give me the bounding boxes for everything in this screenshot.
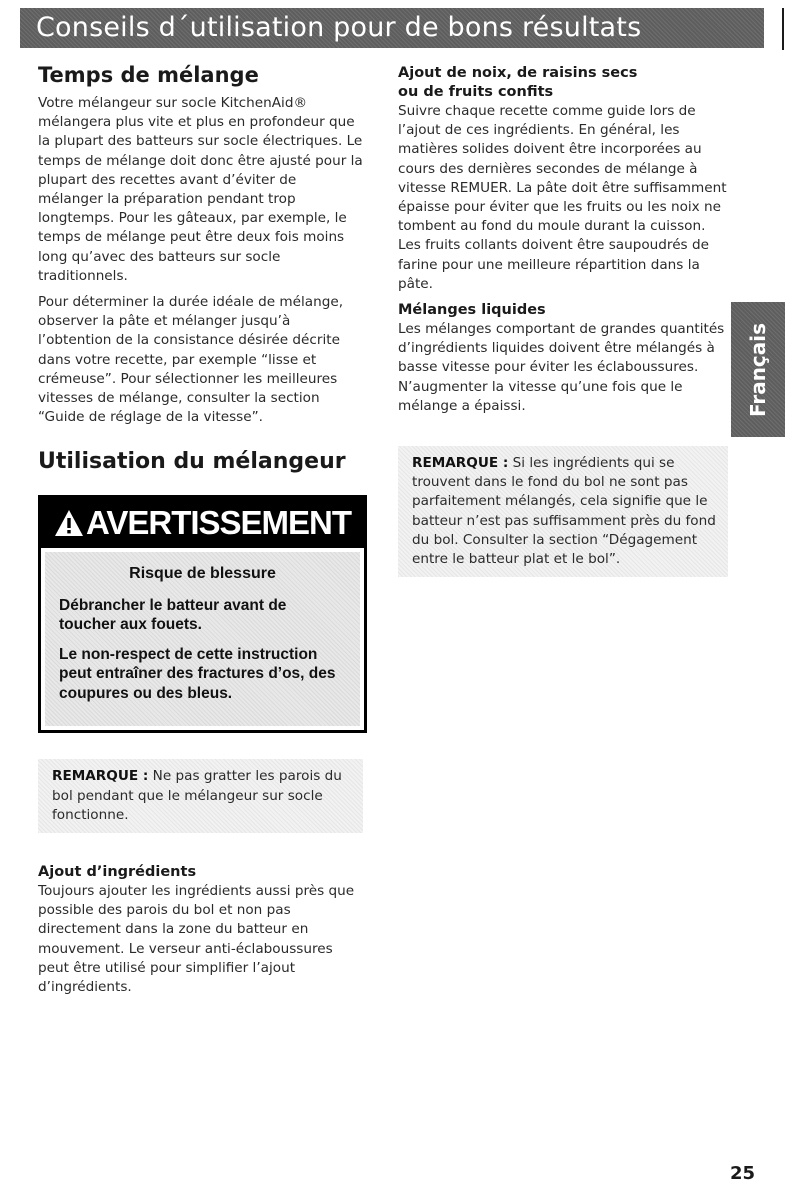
right-column (398, 62, 728, 577)
heading-nuts-line-1: Ajout de noix, de raisins secs (398, 65, 638, 81)
note-text: Ne pas gratter les parois du bol pendant que le mélangeur sur socle fonctionne. (52, 768, 342, 823)
warning-text-1: Débrancher le batteur avant de toucher aux fouets. (59, 596, 287, 634)
paragraph-mixing-time-1: Votre mélangeur sur socle KitchenAid® mélangera plus vite et plus en profondeur que la plupart des batteurs sur socle électriques. Le temps de mélange doit donc être ajusté pour la plupart des recettes avant d’éviter de mélanger la préparation pendant trop longtemps. Pour les gâteaux, par exemple, le temps de mélange peut être deux fois moins long qu’avec des batteurs sur socle traditionnels. (38, 95, 363, 284)
warning-header (41, 498, 364, 548)
page-number: 25 (730, 1163, 756, 1184)
heading-adding-ingredients: Ajout d’ingrédients (38, 864, 197, 881)
warning-risk: Risque de blessure (129, 565, 276, 583)
heading-nuts-line-2: ou de fruits confits (398, 84, 554, 100)
paragraph-adding-ingredients: Toujours ajouter les ingrédients aussi près que possible des parois du bol et non pas directement dans la zone du batteur en mouvement. Le verseur anti-éclaboussures peut être utilisé pour simplifier l’ajout d’ingrédients. (38, 883, 355, 996)
warning-text-2: Le non-respect de cette instruction peut entraîner des fractures d’os, des coupures ou des bleus. (59, 645, 336, 702)
heading-mixing-time: Temps de mélange (38, 63, 259, 87)
heading-liquid-mixes: Mélanges liquides (398, 302, 546, 319)
note-label: REMARQUE : (52, 768, 149, 785)
language-tab-label: Français (746, 322, 770, 417)
note-scraping (38, 759, 363, 833)
page-banner: Conseils d´utilisation pour de bons résultats (20, 8, 764, 48)
edge-rule (782, 8, 784, 50)
heading-use-mixer: Utilisation du mélangeur (38, 449, 346, 475)
paragraph-nuts: Suivre chaque recette comme guide lors de l’ajout de ces ingrédients. En général, les matières solides doivent être incorporées au cours des dernières secondes de mélange à vitesse REMUER. La pâte doit être suffisamment épaisse pour éviter que les fruits ou les noix ne tombent au fond du moule durant la cuisson. Les fruits collants doivent être saupoudrés de farine pour une meilleure répartition dans la pâte. (398, 103, 727, 292)
language-tab (731, 302, 785, 437)
warning-triangle-icon (54, 509, 84, 537)
note-label: REMARQUE : (412, 455, 509, 472)
note-clearance (398, 446, 728, 577)
warning-title: AVERTISSEMENT (85, 504, 352, 542)
warning-body (45, 552, 360, 726)
paragraph-liquid-mixes: Les mélanges comportant de grandes quantités d’ingrédients liquides doivent être mélangés à basse vitesse pour éviter les éclaboussures. N’augmenter la vitesse qu’une fois que le mélange a épaissi. (398, 321, 725, 414)
note-text: Si les ingrédients qui se trouvent dans le fond du bol ne sont pas parfaitement mélangés, cela signifie que le batteur n’est pas suffisamment près du fond du bol. Consulter la section “Dégagement entre le batteur plat et le bol”. (412, 455, 716, 568)
warning-box (38, 495, 367, 733)
paragraph-mixing-time-2: Pour déterminer la durée idéale de mélange, observer la pâte et mélanger jusqu’à l’obtention de la consistance désirée décrite dans votre recette, par exemple “lisse et crémeuse”. Pour sélectionner les meilleures vitesses de mélange, consulter la section “Guide de réglage de la vitesse”. (38, 294, 344, 426)
left-column (38, 62, 363, 1004)
